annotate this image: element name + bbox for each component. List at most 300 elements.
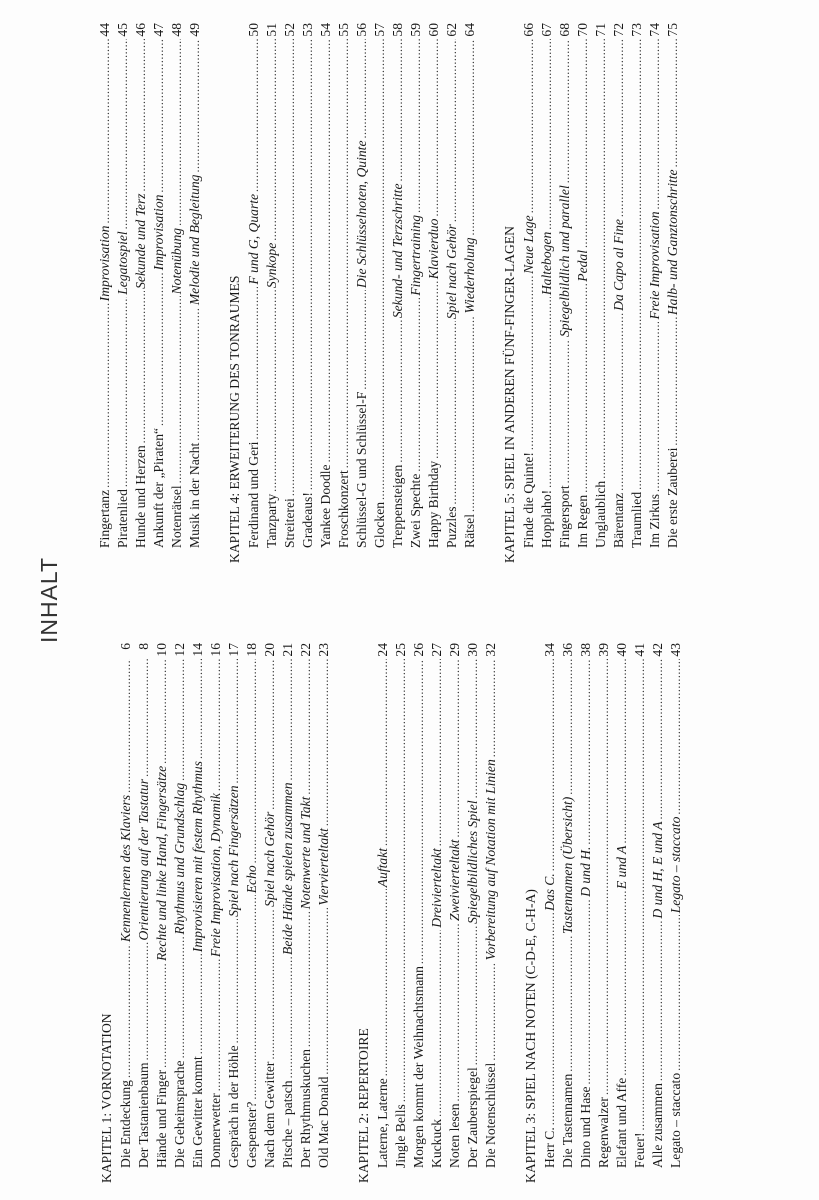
- toc-entry[interactable]: [135, 643, 153, 1183]
- entry-title: Bärentanz: [611, 492, 626, 548]
- chapter-heading: KAPITEL 5: SPIEL IN ANDEREN FÜNF-FINGER-LAGEN: [502, 226, 517, 563]
- dot-leader: [613, 659, 631, 844]
- toc-entry[interactable]: [96, 23, 114, 563]
- dot-leader: [538, 39, 556, 230]
- entry-title: Gespräch in der Höhle: [226, 1045, 241, 1168]
- dot-leader: [482, 962, 500, 1060]
- dot-leader: [135, 659, 153, 777]
- dot-leader: [667, 659, 685, 815]
- page-number: 44: [97, 22, 112, 37]
- toc-entry[interactable]: [317, 23, 335, 563]
- dot-leader: [664, 317, 682, 445]
- page-number: 50: [246, 23, 261, 37]
- entry-title: Jingle Bells: [393, 1104, 408, 1168]
- entry-subtitle: Fingertraining: [408, 214, 423, 296]
- dot-leader: [186, 39, 204, 173]
- page-number: 62: [444, 22, 459, 37]
- toc-entry[interactable]: [171, 643, 189, 1183]
- entry-title: Die Notenschlüssel: [483, 1062, 498, 1168]
- entry-title: Die erste Zauberei: [665, 447, 680, 548]
- dot-leader: [132, 291, 150, 443]
- dot-leader: [243, 659, 261, 863]
- toc-entry[interactable]: [443, 23, 461, 563]
- entry-subtitle: Melodie und Begleitung: [187, 174, 202, 306]
- entry-title: Fingersport: [557, 485, 572, 548]
- page-number: 38: [578, 642, 593, 657]
- entry-subtitle: Legatospiel: [115, 231, 130, 295]
- chapter-gap: [479, 23, 499, 563]
- dot-leader: [628, 39, 646, 490]
- toc-entry[interactable]: [299, 23, 317, 563]
- dot-leader: [461, 316, 479, 513]
- page-number: 17: [226, 642, 241, 657]
- page-number: 23: [316, 643, 331, 657]
- toc-entry[interactable]: [374, 643, 392, 1183]
- entry-title: Unglaublich: [593, 480, 608, 548]
- entry-subtitle: Freie Improvisation, Dynamik: [208, 793, 223, 958]
- dot-leader: [664, 39, 682, 167]
- entry-subtitle: Spiel nach Gehör: [262, 811, 277, 907]
- page-number: 68: [557, 23, 572, 37]
- entry-title: Gradeaus!: [300, 492, 315, 548]
- page-number: 67: [539, 22, 554, 37]
- entry-subtitle: Echo: [244, 865, 259, 894]
- page-number: 34: [542, 643, 557, 657]
- toc-entry[interactable]: [664, 23, 682, 563]
- toc-entry[interactable]: [592, 23, 610, 563]
- entry-title: Der Rhythmuskuchen: [298, 1049, 313, 1168]
- entry-title: Noten lesen: [447, 1103, 462, 1168]
- toc-entry[interactable]: [559, 643, 577, 1183]
- entry-subtitle: Halb- und Ganztonschritte: [665, 169, 680, 316]
- entry-title: Legato – staccato: [668, 1072, 683, 1168]
- toc-entry[interactable]: [646, 23, 664, 563]
- dot-leader: [150, 39, 168, 193]
- dot-leader: [168, 39, 186, 226]
- entry-subtitle: Freie Improvisation: [647, 211, 662, 320]
- dot-leader: [353, 290, 371, 390]
- toc-entry[interactable]: [541, 643, 559, 1183]
- chapter-heading: KAPITEL 3: SPIEL NACH NOTEN (C-D-E, C-H-A): [523, 889, 538, 1183]
- entry-title: Puzzles: [444, 506, 459, 548]
- entry-title: Elefant und Affe: [614, 1077, 629, 1168]
- page-number: 51: [264, 22, 279, 37]
- page-number: 10: [154, 643, 169, 657]
- page-number: 18: [244, 643, 259, 657]
- page-number: 36: [560, 643, 575, 657]
- toc-entry[interactable]: [461, 23, 479, 563]
- page-number: 43: [668, 642, 683, 657]
- dot-leader: [281, 39, 299, 496]
- entry-title: Finde die Quinte!: [521, 452, 536, 548]
- page-number: 16: [208, 642, 223, 657]
- dot-leader: [389, 320, 407, 463]
- entry-title: Ein Gewitter kommt: [190, 1056, 205, 1168]
- dot-leader: [374, 659, 392, 846]
- toc-entry[interactable]: [189, 643, 207, 1183]
- entry-title: Regenwalzer: [596, 1097, 611, 1168]
- dot-leader: [96, 303, 114, 488]
- chapter-heading: KAPITEL 2: REPERTOIRE: [356, 1028, 371, 1183]
- dot-leader: [556, 39, 574, 183]
- page-number: 59: [408, 23, 423, 37]
- toc-entry[interactable]: [243, 643, 261, 1183]
- entry-title: Schlüssel-G und Schlüssel-F: [354, 391, 369, 548]
- dot-leader: [299, 39, 317, 490]
- dot-leader: [541, 913, 559, 1125]
- dot-leader: [464, 926, 482, 1065]
- toc-entry[interactable]: [520, 23, 538, 563]
- toc-entry[interactable]: [245, 23, 263, 563]
- dot-leader: [461, 39, 479, 236]
- toc-entry[interactable]: [410, 643, 428, 1183]
- page-number: 72: [611, 23, 626, 37]
- entry-subtitle: Spiel nach Fingersätzen: [226, 785, 241, 917]
- dot-leader: [374, 889, 392, 1076]
- dot-leader: [261, 909, 279, 1060]
- entry-subtitle: Kennenlernen des Klaviers: [118, 794, 133, 943]
- toc-column-right: [96, 23, 682, 563]
- dot-leader: [245, 287, 263, 440]
- entry-title: Ankunft der „Piraten“: [151, 427, 166, 548]
- dot-leader: [263, 39, 281, 241]
- dot-leader: [261, 659, 279, 810]
- dot-leader: [135, 942, 153, 1060]
- page-number: 56: [354, 22, 369, 37]
- dot-leader: [150, 272, 168, 426]
- toc-entry[interactable]: [392, 643, 410, 1183]
- dot-leader: [649, 921, 667, 1081]
- page-number: 64: [462, 22, 477, 37]
- page-number: 6: [118, 643, 133, 650]
- entry-title: Dino und Hase: [578, 1086, 593, 1168]
- dot-leader: [335, 39, 353, 468]
- entry-title: Treppensteigen: [390, 464, 405, 548]
- toc-entry[interactable]: [577, 643, 595, 1183]
- page-title: INHALT: [36, 556, 62, 644]
- toc-entry[interactable]: [464, 643, 482, 1183]
- dot-leader: [574, 284, 592, 493]
- entry-title: Hände und Finger: [154, 1069, 169, 1168]
- page-number: 70: [575, 22, 590, 37]
- entry-title: Im Regen: [575, 494, 590, 548]
- page-number: 66: [521, 23, 536, 37]
- entry-subtitle: Improvisation: [151, 194, 166, 271]
- dot-leader: [189, 659, 207, 759]
- dot-leader: [225, 919, 243, 1043]
- page-number: 53: [300, 23, 315, 37]
- dot-leader: [168, 296, 186, 483]
- toc-entry[interactable]: [631, 643, 649, 1183]
- entry-title: Pitsche – patsch: [280, 1080, 295, 1168]
- dot-leader: [132, 39, 150, 191]
- entry-subtitle: Auftakt: [375, 847, 390, 888]
- entry-subtitle: Da Capo al Fine: [611, 219, 626, 311]
- entry-subtitle: E und A: [614, 845, 629, 890]
- dot-leader: [631, 659, 649, 1131]
- toc-entry[interactable]: [225, 643, 243, 1183]
- entry-subtitle: Wiederholung: [462, 237, 477, 314]
- page-number: 73: [629, 23, 644, 37]
- toc-entry[interactable]: [153, 643, 171, 1183]
- entry-subtitle: Spiel nach Gehör: [444, 224, 459, 320]
- entry-title: Happy Birthday: [426, 460, 441, 548]
- chapter-heading: KAPITEL 4: ERWEITERUNG DES TONRAUMES: [227, 275, 242, 563]
- dot-leader: [482, 659, 500, 757]
- chapter-gap: [333, 643, 353, 1183]
- entry-title: Laterne, Laterne: [375, 1078, 390, 1168]
- entry-subtitle: Rhythmus und Grundschlag: [172, 782, 187, 935]
- entry-title: Nach dem Gewitter: [262, 1061, 277, 1168]
- entry-subtitle: Zweivierteltakt: [447, 839, 462, 921]
- entry-title: Alle zusammen: [650, 1083, 665, 1168]
- dot-leader: [297, 911, 315, 1047]
- toc-entry[interactable]: [407, 23, 425, 563]
- toc-entry[interactable]: [279, 643, 297, 1183]
- entry-subtitle: Haltebogen: [539, 231, 554, 296]
- page-number: 58: [390, 23, 405, 37]
- dot-leader: [407, 298, 425, 472]
- toc-entry[interactable]: [335, 23, 353, 563]
- dot-leader: [117, 944, 135, 1078]
- toc-entry[interactable]: [574, 23, 592, 563]
- entry-subtitle: Sekunde und Terz: [133, 193, 148, 289]
- dot-leader: [389, 39, 407, 182]
- dot-leader: [171, 937, 189, 1059]
- toc-entry[interactable]: [482, 643, 500, 1183]
- dot-leader: [443, 321, 461, 504]
- dot-leader: [464, 659, 482, 798]
- dot-leader: [541, 659, 559, 871]
- dot-leader: [610, 39, 628, 217]
- entry-subtitle: Orientierung auf der Tastatur: [136, 778, 151, 941]
- dot-leader: [153, 963, 171, 1068]
- chapter-gap: [500, 643, 520, 1183]
- entry-subtitle: Tastennamen (Übersicht): [560, 796, 575, 934]
- entry-subtitle: Viervierteltakt: [316, 828, 331, 906]
- dot-leader: [410, 659, 428, 964]
- toc-entry[interactable]: [613, 643, 631, 1183]
- entry-subtitle: D und H, E und A: [650, 821, 665, 919]
- dot-leader: [263, 290, 281, 492]
- toc-entry[interactable]: [261, 643, 279, 1183]
- entry-subtitle: Improvisation: [97, 225, 112, 302]
- dot-leader: [279, 659, 297, 780]
- dot-leader: [96, 39, 114, 224]
- dot-leader: [446, 923, 464, 1101]
- dot-leader: [559, 936, 577, 1072]
- entry-title: Feuer!: [632, 1132, 647, 1168]
- page-number: 57: [372, 23, 387, 37]
- dot-leader: [186, 307, 204, 441]
- dot-leader: [392, 659, 410, 1102]
- toc-entry[interactable]: [186, 23, 204, 563]
- dot-leader: [577, 899, 595, 1085]
- entry-subtitle: Sekund- und Terzschritte: [390, 183, 405, 319]
- page-number: 55: [336, 23, 351, 37]
- page-number: 47: [151, 22, 166, 37]
- entry-subtitle: Die Schlüsselnoten, Quinte: [354, 140, 369, 289]
- toc-entry[interactable]: [114, 23, 132, 563]
- toc-entry[interactable]: [610, 23, 628, 563]
- page-number: 41: [632, 643, 647, 657]
- toc-entry[interactable]: [117, 643, 135, 1183]
- page-number: 75: [665, 22, 680, 37]
- dot-leader: [353, 39, 371, 139]
- entry-title: Streiterei: [282, 498, 297, 548]
- entry-title: Der Tastanienbaum: [136, 1062, 151, 1168]
- entry-title: Notenrätsel: [169, 485, 184, 548]
- dot-leader: [559, 659, 577, 795]
- dot-leader: [646, 39, 664, 209]
- toc-entry[interactable]: [425, 23, 443, 563]
- chapter-gap: [204, 23, 224, 563]
- entry-title: Tanzparty: [264, 493, 279, 548]
- page-number: 48: [169, 22, 184, 37]
- dot-leader: [649, 659, 667, 819]
- toc-entry[interactable]: [538, 23, 556, 563]
- dot-leader: [245, 39, 263, 192]
- dot-leader: [425, 39, 443, 217]
- toc-entry[interactable]: [371, 23, 389, 563]
- entry-title: Im Zirkus: [647, 494, 662, 548]
- dot-leader: [520, 39, 538, 213]
- entry-title: Donnerwetter: [208, 1093, 223, 1168]
- page-number: 30: [465, 642, 480, 657]
- entry-title: Fingertanz: [97, 489, 112, 548]
- dot-leader: [520, 276, 538, 450]
- toc-column-left: [96, 643, 685, 1183]
- entry-title: Zwei Spechte: [408, 473, 423, 548]
- toc-entry[interactable]: [389, 23, 407, 563]
- dot-leader: [595, 659, 613, 1095]
- page-number: 27: [429, 642, 444, 657]
- dot-leader: [646, 322, 664, 492]
- toc-entry[interactable]: [281, 23, 299, 563]
- entry-subtitle: D und H.: [578, 846, 593, 897]
- dot-leader: [207, 959, 225, 1091]
- dot-leader: [407, 39, 425, 213]
- toc-entry[interactable]: [207, 643, 225, 1183]
- dot-leader: [446, 659, 464, 837]
- page-number: 24: [375, 642, 390, 657]
- dot-leader: [667, 915, 685, 1071]
- entry-subtitle: Spiegelbildliches Spiel: [465, 800, 480, 924]
- entry-title: Piratenlied: [115, 489, 130, 548]
- dot-leader: [153, 659, 171, 764]
- toc-entry[interactable]: [667, 643, 685, 1183]
- toc-entry[interactable]: [297, 643, 315, 1183]
- dot-leader: [297, 659, 315, 795]
- page-number: 22: [298, 643, 313, 657]
- toc-entry[interactable]: [595, 643, 613, 1183]
- entry-title: Yankee Doodle: [318, 464, 333, 548]
- toc-entry[interactable]: [263, 23, 281, 563]
- entry-title: Herr C.: [542, 1127, 557, 1168]
- entry-subtitle: Beide Hände spielen zusammen: [280, 782, 295, 955]
- entry-subtitle: Improvisieren mit festem Rhythmus: [190, 761, 205, 953]
- page-number: 74: [647, 22, 662, 37]
- entry-subtitle: Vorbereitung auf Notation mit Linien: [483, 759, 498, 961]
- entry-title: Gespenster?: [244, 1101, 259, 1168]
- toc-entry[interactable]: [315, 643, 333, 1183]
- page-number: 49: [187, 23, 202, 37]
- entry-title: Hunde und Herzen: [133, 445, 148, 548]
- dot-leader: [317, 39, 335, 462]
- entry-subtitle: Das C.: [542, 873, 557, 911]
- entry-title: Kuckuck: [429, 1118, 444, 1168]
- dot-leader: [189, 954, 207, 1054]
- page-number: 21: [280, 643, 295, 657]
- entry-title: Ferdinand und Geri: [246, 441, 261, 548]
- entry-title: Traumlied: [629, 491, 644, 548]
- page-number: 29: [447, 642, 462, 657]
- toc-entry[interactable]: [428, 643, 446, 1183]
- page-number: 40: [614, 643, 629, 657]
- toc-entry[interactable]: [132, 23, 150, 563]
- toc-entry[interactable]: [353, 23, 371, 563]
- dot-leader: [171, 659, 189, 781]
- toc-entry[interactable]: [649, 643, 667, 1183]
- dot-leader: [556, 339, 574, 483]
- entry-subtitle: Notenübung: [169, 227, 184, 295]
- entry-subtitle: Pedal: [575, 250, 590, 282]
- chapter-heading: KAPITEL 1: VORNOTATION: [99, 1013, 114, 1183]
- dot-leader: [371, 39, 389, 500]
- toc-entry[interactable]: [446, 643, 464, 1183]
- toc-entry[interactable]: [628, 23, 646, 563]
- entry-title: Old Mac Donald: [316, 1076, 331, 1168]
- dot-leader: [443, 39, 461, 222]
- toc-entry[interactable]: [150, 23, 168, 563]
- entry-subtitle: F und G, Quarte: [246, 193, 261, 285]
- dot-leader: [225, 659, 243, 783]
- page-number: 54: [318, 23, 333, 37]
- page-number: 32: [483, 642, 498, 657]
- entry-subtitle: Klavierduo: [426, 218, 441, 280]
- dot-leader: [610, 313, 628, 491]
- dot-leader: [315, 908, 333, 1075]
- page-number: 12: [172, 643, 187, 657]
- entry-title: Glocken: [372, 501, 387, 548]
- entry-title: Rätsel: [462, 514, 477, 548]
- entry-subtitle: Dreivierteltakt: [429, 848, 444, 928]
- entry-title: Hopplaho!: [539, 489, 554, 548]
- dot-leader: [574, 39, 592, 248]
- page-number: 26: [411, 643, 426, 657]
- entry-subtitle: Synkope: [264, 242, 279, 289]
- page-number: 14: [190, 642, 205, 657]
- dot-leader: [315, 659, 333, 826]
- page-number: 25: [393, 643, 408, 657]
- entry-title: Die Entdeckung: [118, 1080, 133, 1168]
- dot-leader: [114, 297, 132, 487]
- page-number: 45: [115, 22, 130, 37]
- page-number: 8: [136, 642, 151, 650]
- dot-leader: [425, 281, 443, 459]
- dot-leader: [613, 891, 631, 1076]
- toc-entry[interactable]: [168, 23, 186, 563]
- entry-title: Musik in der Nacht: [187, 442, 202, 548]
- entry-subtitle: Neue Lage: [521, 215, 536, 274]
- page-number: 52: [282, 23, 297, 37]
- page-number: 46: [133, 22, 148, 37]
- dot-leader: [428, 930, 446, 1117]
- toc-entry[interactable]: [556, 23, 574, 563]
- dot-leader: [117, 659, 135, 793]
- entry-subtitle: Legato – staccato: [668, 816, 683, 914]
- entry-title: Der Zauberspiegel: [465, 1067, 480, 1168]
